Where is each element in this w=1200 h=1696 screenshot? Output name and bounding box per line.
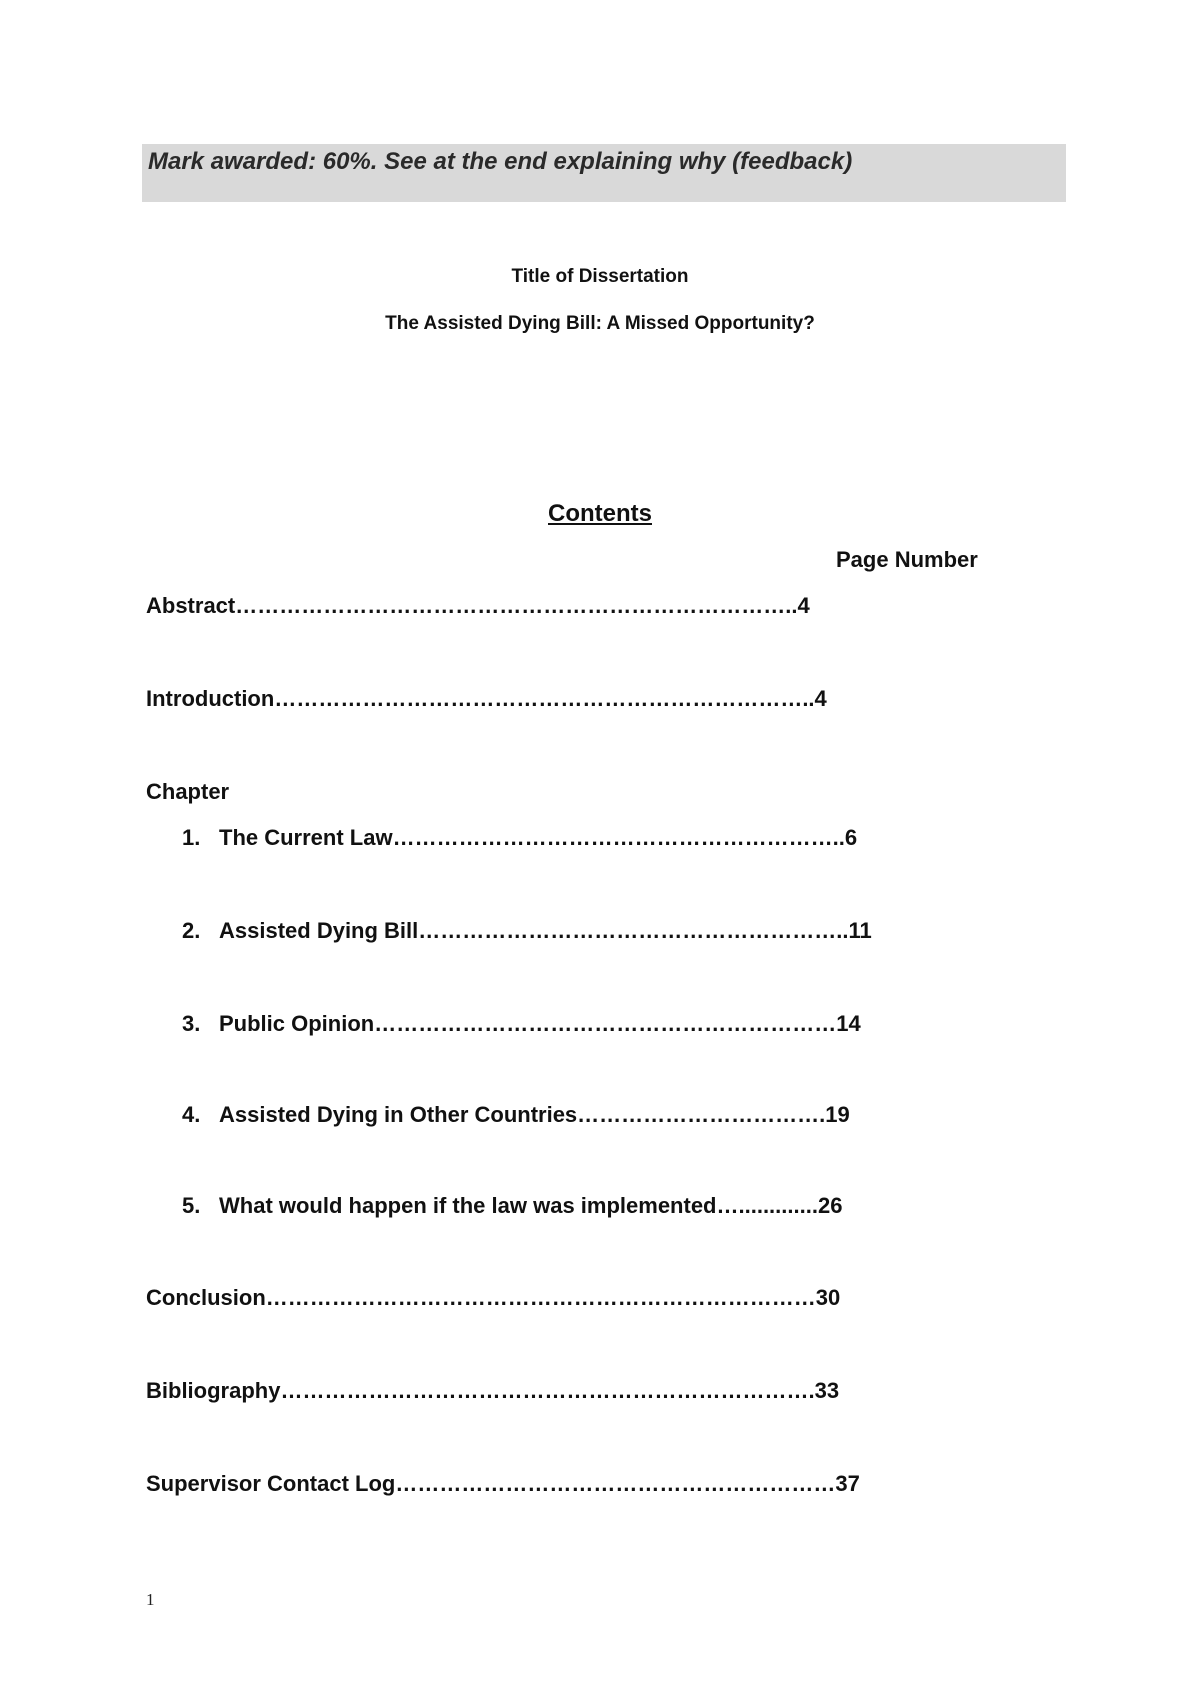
- toc-entry-label: Conclusion: [146, 1285, 266, 1310]
- toc-leader: ………………………………………………………: [374, 1011, 837, 1036]
- toc-page-number: 33: [814, 1378, 840, 1403]
- toc-page-number: 4: [797, 593, 810, 618]
- mark-awarded-banner: [142, 144, 1066, 202]
- toc-leader: ……………………………………………………: [395, 1471, 836, 1496]
- toc-page-number: 14: [836, 1011, 861, 1036]
- toc-page-number: 4: [814, 686, 827, 711]
- dissertation-title-label: Title of Dissertation: [511, 266, 689, 287]
- chapter-number: 3.: [182, 1011, 201, 1036]
- toc-chapter-5: [182, 1193, 842, 1219]
- toc-entry-bibliography: [146, 1378, 839, 1404]
- toc-page-number: 30: [815, 1285, 841, 1310]
- toc-leader: …………………………………………………………………..: [235, 593, 798, 618]
- toc-entry-label: What would happen if the law was implemented: [219, 1193, 717, 1218]
- toc-leader: ….............: [716, 1193, 818, 1218]
- toc-leader: ……………………………………………………………….: [280, 1378, 815, 1403]
- toc-leader: …………………………………………………………………: [265, 1285, 816, 1310]
- toc-leader: …………………………………………………..: [418, 918, 849, 943]
- toc-page-number: 26: [817, 1193, 843, 1218]
- toc-entry-supervisor-contact-log: [146, 1471, 860, 1497]
- chapter-number: 4.: [182, 1102, 201, 1127]
- toc-entry-label: Bibliography: [146, 1378, 281, 1403]
- toc-entry-label: Assisted Dying in Other Countries: [219, 1102, 578, 1127]
- toc-entry-label: Introduction: [146, 686, 275, 711]
- toc-entry-label: The Current Law: [219, 825, 393, 850]
- toc-entry-label: Public Opinion: [219, 1011, 375, 1036]
- toc-chapter-1: [182, 825, 857, 851]
- toc-leader: …………………………….: [577, 1102, 826, 1127]
- chapter-heading: Chapter: [146, 779, 230, 804]
- dissertation-title: The Assisted Dying Bill: A Missed Opportunity?: [385, 313, 815, 334]
- chapter-number: 5.: [182, 1193, 201, 1218]
- toc-page-number: 6: [844, 825, 858, 850]
- toc-entry-introduction: [146, 686, 827, 712]
- toc-page-number: 11: [848, 918, 872, 943]
- toc-page-number: 37: [835, 1471, 860, 1496]
- mark-awarded-text: Mark awarded: 60%. See at the end explaining why (feedback): [148, 148, 853, 175]
- toc-chapter-2: [182, 918, 872, 944]
- footer-page-number: 1: [146, 1590, 155, 1609]
- chapter-number: 1.: [182, 825, 201, 850]
- toc-entry-abstract: [146, 593, 810, 619]
- contents-heading: Contents: [548, 500, 652, 527]
- toc-entry-label: Supervisor Contact Log: [146, 1471, 396, 1496]
- toc-leader: ………………………………………………………………..: [274, 686, 815, 711]
- toc-chapter-3: [182, 1011, 861, 1037]
- page-number-heading: Page Number: [836, 547, 978, 572]
- toc-entry-label: Abstract: [146, 593, 236, 618]
- toc-chapter-4: [182, 1102, 850, 1128]
- toc-page-number: 19: [825, 1102, 850, 1127]
- toc-entry-conclusion: [146, 1285, 840, 1311]
- chapter-number: 2.: [182, 918, 201, 943]
- toc-leader: ……………………………………………………..: [392, 825, 845, 850]
- toc-entry-label: Assisted Dying Bill: [219, 918, 419, 943]
